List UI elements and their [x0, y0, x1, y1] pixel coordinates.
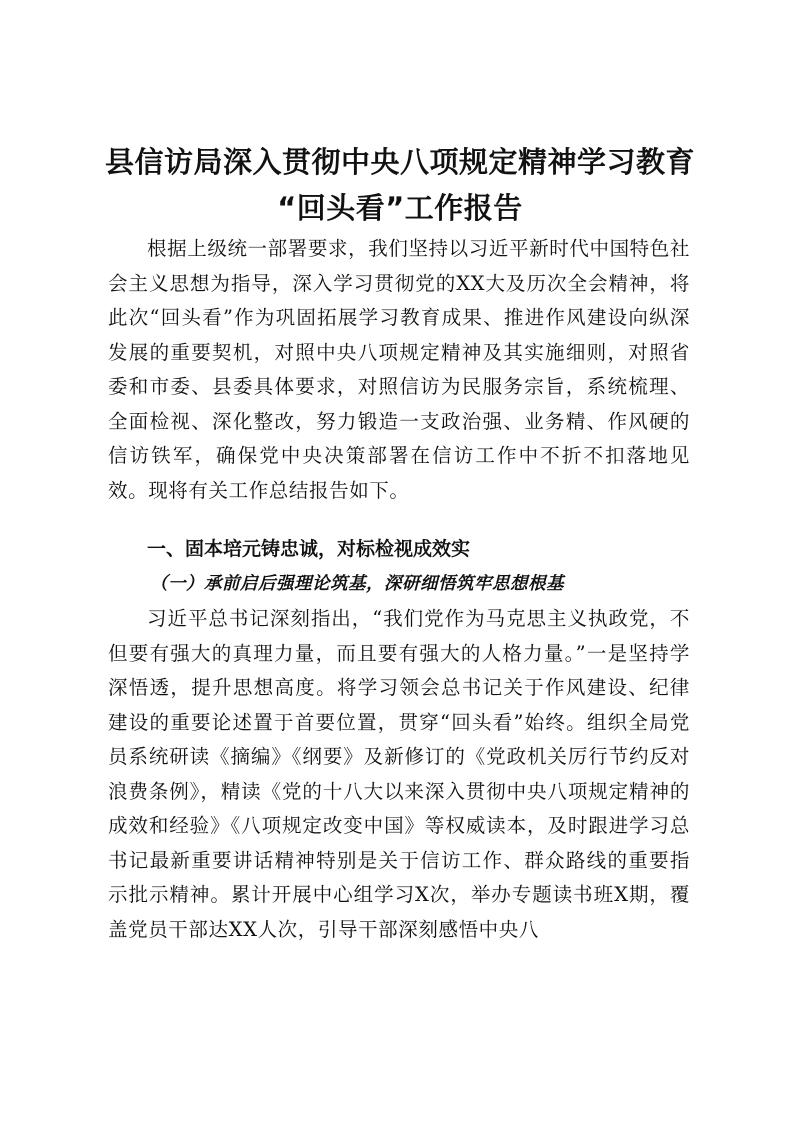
- subsection-heading-1-1: （一）承前启后强理论筑基，深研细悟筑牢思想根基: [150, 574, 564, 594]
- document-title-line-2: “回头看”工作报告: [277, 191, 523, 225]
- document-title-line-1: 县信访局深入贯彻中央八项规定精神学习教育: [104, 145, 695, 179]
- section-heading-1: 一、固本培元铸忠诚，对标检视成效实: [147, 538, 471, 560]
- intro-paragraph: 根据上级统一部署要求，我们坚持以习近平新时代中国特色社会主义思想为指导，深入学习贯彻党的XX大及历次全会精神，将此次“回头看”作为巩固拓展学习教育成果、推进作风建设向纵深发展的重要契机，对照中央八项规定精神及其实施细则，对照省委和市委、县委具体要求，对照信访为民服务宗旨，系统梳理、全面检视、深化整改，努力锻造一支政治强、业务精、作风硬的信访铁军，确保党中央决策部署在信访工作中不折不扣落地见效。现将有关工作总结报告如下。: [108, 237, 690, 502]
- body-paragraph-1-1: 习近平总书记深刻指出，“我们党作为马克思主义执政党，不但要有强大的真理力量，而且要有强大的人格力量。”一是坚持学深悟透，提升思想高度。将学习领会总书记关于作风建设、纪律建设的重要论述置于首要位置，贯穿“回头看”始终。组织全局党员系统研读《摘编》《纲要》及新修订的《党政机关厉行节约反对浪费条例》，精读《党的十八大以来深入贯彻中央八项规定精神的成效和经验》《八项规定改变中国》等权威读本，及时跟进学习总书记最新重要讲话精神特别是关于信访工作、群众路线的重要指示批示精神。累计开展中心组学习X次，举办专题读书班X期，覆盖党员干部达XX人次，引导干部深刻感悟中央八: [108, 607, 690, 941]
